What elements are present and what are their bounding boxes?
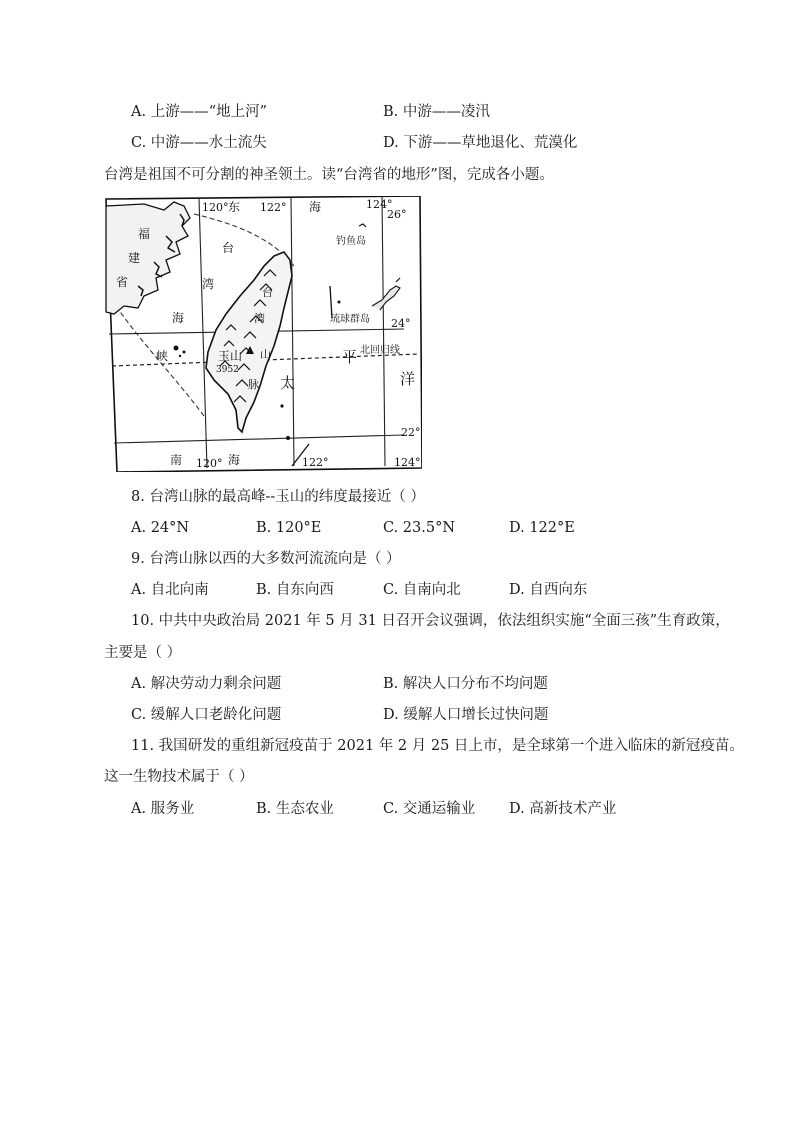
q11-stem-cont: 这一生物技术属于（ ）: [104, 769, 254, 785]
map-lon-top-122: 122°: [260, 201, 287, 214]
map-lon-bottom-122: 122°: [302, 456, 329, 469]
map-strait-4: 峡: [156, 349, 169, 363]
q10-option-a[interactable]: A. 解决劳动力剩余问题: [131, 676, 282, 692]
q10-stem: 10. 中共中央政治局 2021 年 5 月 31 日召开会议强调，依法组织实施“全面三孩”生育政策，: [131, 613, 730, 629]
prev-option-c[interactable]: C. 中游——水土流失: [131, 135, 267, 151]
map-south-sea-1: 南: [170, 453, 183, 467]
q11-option-c[interactable]: C. 交通运输业: [383, 801, 476, 817]
q9-option-c[interactable]: C. 自南向北: [383, 582, 461, 598]
map-tropic-label: 北回归线: [360, 345, 400, 356]
map-strait-2: 湾: [202, 277, 215, 291]
q11-option-a[interactable]: A. 服务业: [131, 801, 195, 817]
map-diaoyu-label: 钓鱼岛: [336, 236, 366, 247]
map-yushan-label: 玉山: [218, 349, 243, 363]
map-fujian-3: 省: [116, 275, 129, 289]
map-fujian-1: 福: [138, 227, 151, 241]
q10-option-d[interactable]: D. 缓解人口增长过快问题: [383, 707, 549, 723]
map-south-sea-2: 海: [228, 453, 241, 467]
q9-stem: 9. 台湾山脉以西的大多数河流流向是（ ）: [131, 551, 401, 567]
map-east-sea-2: 海: [309, 200, 322, 214]
q9-option-d[interactable]: D. 自西向东: [509, 582, 588, 598]
taiwan-terrain-map: [104, 196, 422, 472]
prev-option-a[interactable]: A. 上游——“地上河”: [131, 104, 268, 120]
intro-text: 台湾是祖国不可分割的神圣领土。读“台湾省的地形”图，完成各小题。: [104, 167, 554, 183]
map-east-sea-1: 东: [228, 200, 241, 214]
map-lon-bottom-124: 124°: [394, 456, 421, 469]
map-yushan-height: 3952: [216, 365, 239, 375]
q8-option-b[interactable]: B. 120°E: [256, 520, 322, 536]
q8-option-d[interactable]: D. 122°E: [509, 520, 575, 536]
map-fujian-2: 建: [128, 251, 141, 265]
map-mountain-3: 山: [260, 348, 271, 361]
map-mountain-4: 脉: [248, 378, 259, 391]
prev-option-d[interactable]: D. 下游——草地退化、荒漠化: [383, 135, 578, 151]
map-pacific-1: 太: [280, 374, 296, 392]
q10-option-b[interactable]: B. 解决人口分布不均问题: [383, 676, 548, 692]
map-strait-3: 海: [172, 311, 185, 325]
q11-option-d[interactable]: D. 高新技术产业: [509, 801, 617, 817]
q9-option-b[interactable]: B. 自东向西: [256, 582, 334, 598]
prev-option-b[interactable]: B. 中游——凌汛: [383, 104, 490, 120]
q10-option-c[interactable]: C. 缓解人口老龄化问题: [131, 707, 282, 723]
map-lat-26: 26°: [387, 208, 407, 221]
map-strait-1: 台: [222, 241, 235, 255]
q8-stem: 8. 台湾山脉的最高峰--玉山的纬度最接近（ ）: [131, 489, 425, 505]
q9-option-a[interactable]: A. 自北向南: [131, 582, 209, 598]
q11-option-b[interactable]: B. 生态农业: [256, 801, 334, 817]
map-lat-24: 24°: [391, 317, 411, 330]
q8-option-a[interactable]: A. 24°N: [131, 520, 190, 536]
map-lat-22: 22°: [401, 426, 421, 439]
map-lon-bottom-120: 120°: [196, 457, 223, 470]
q8-option-c[interactable]: C. 23.5°N: [383, 520, 456, 536]
q10-stem-cont: 主要是（ ）: [104, 645, 182, 661]
map-pacific-2: 平: [342, 348, 358, 366]
map-lon-top-120: 120°: [202, 201, 229, 214]
map-mountain-1: 台: [262, 286, 273, 299]
map-ryukyu-label: 琉球群岛: [330, 314, 370, 325]
map-lon-top-124: 124°: [366, 198, 393, 211]
map-mountain-2: 湾: [254, 312, 265, 325]
map-pacific-3: 洋: [400, 370, 416, 388]
q11-stem: 11. 我国研发的重组新冠疫苗于 2021 年 2 月 25 日上市，是全球第一个进入临床的新冠疫苗。: [131, 738, 744, 754]
